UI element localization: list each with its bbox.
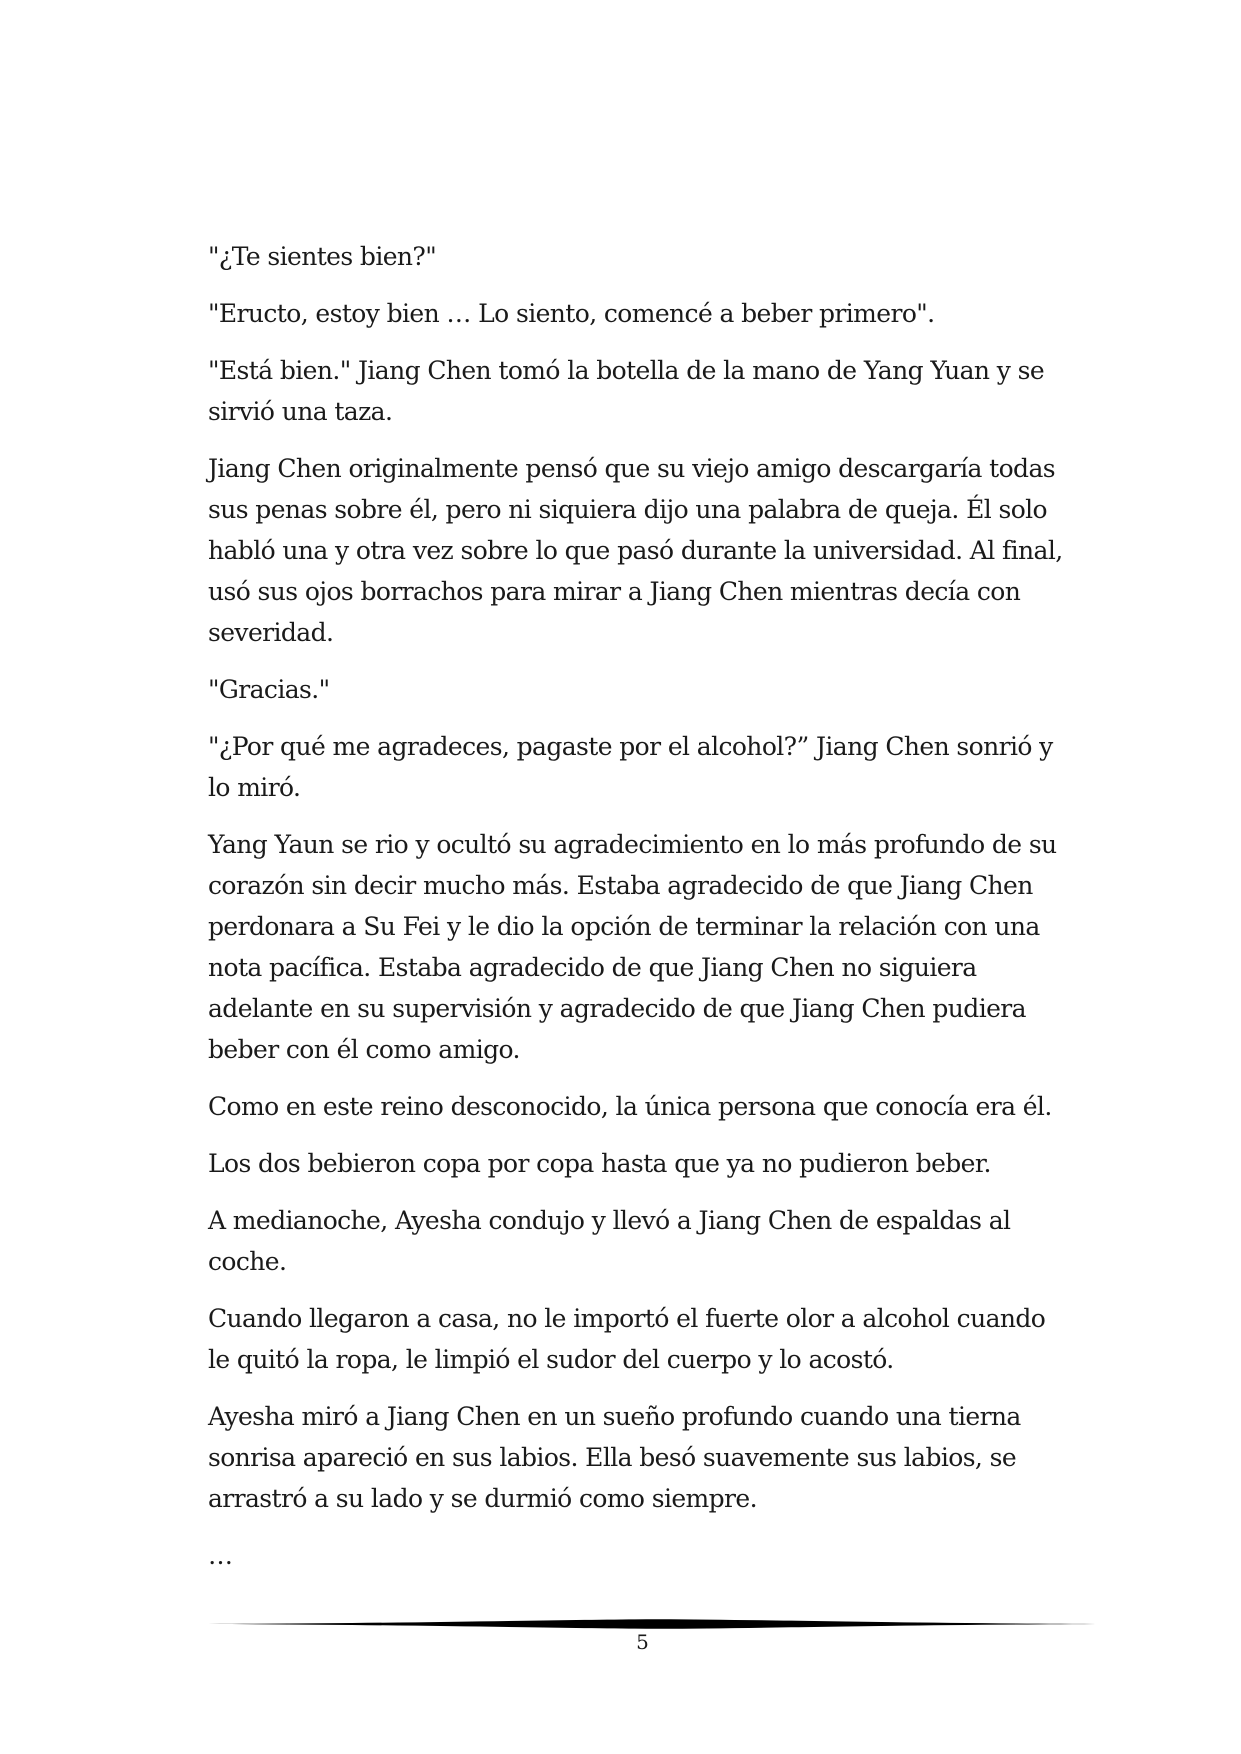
paragraph: Ayesha miró a Jiang Chen en un sueño profundo cuando una tierna sonrisa apareció en sus labios. Ella besó suavemente sus labios, se arrastró a su lado y se durmió como siempre. [208,1402,1021,1513]
paragraph: "¿Te sientes bien?" [208,242,437,271]
paragraph: A medianoche, Ayesha condujo y llevó a Jiang Chen de espaldas al coche. [208,1206,1011,1276]
paragraph: Cuando llegaron a casa, no le importó el fuerte olor a alcohol cuando le quitó la ropa, le limpió el sudor del cuerpo y lo acostó. [208,1304,1046,1374]
scene-break-ellipsis: … [208,1541,233,1570]
paragraph: Jiang Chen originalmente pensó que su viejo amigo descargaría todas sus penas sobre él, pero ni siquiera dijo una palabra de queja. Él solo habló una y otra vez sobre lo que pasó durante la universidad. Al final, usó sus ojos borrachos para mirar a Jiang Chen mientras decía con severidad. [208,454,1063,647]
paragraph: Los dos bebieron copa por copa hasta que ya no pudieron beber. [208,1149,991,1178]
page-number: 5 [636,1630,649,1654]
paragraph: "¿Por qué me agradeces, pagaste por el alcohol?” Jiang Chen sonrió y lo miró. [208,732,1053,802]
footer-divider [208,1618,1108,1630]
paragraph: "Está bien." Jiang Chen tomó la botella de la mano de Yang Yuan y se sirvió una taza. [208,356,1045,426]
paragraph: "Gracias." [208,675,330,704]
body-text [208,236,1068,1592]
paragraph: "Eructo, estoy bien … Lo siento, comencé a beber primero". [208,299,935,328]
paragraph: Yang Yaun se rio y ocultó su agradecimiento en lo más profundo de su corazón sin decir mucho más. Estaba agradecido de que Jiang Chen perdonara a Su Fei y le dio la opción de terminar la relación con una nota pacífica. Estaba agradecido de que Jiang Chen no siguiera adelante en su supervisión y agradecido de que Jiang Chen pudiera beber con él como amigo. [208,830,1057,1064]
paragraph: Como en este reino desconocido, la única persona que conocía era él. [208,1092,1052,1121]
